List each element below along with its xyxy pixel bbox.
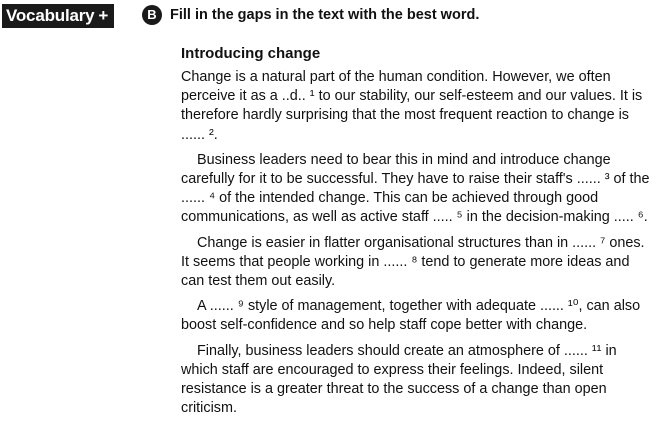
text-line: A ...... ⁹ style of management, together with adequate ...... ¹⁰, can also	[197, 298, 641, 315]
text-line: Finally, business leaders should create an atmosphere of ...... ¹¹ in	[197, 342, 617, 359]
vocabulary-badge	[2, 4, 114, 28]
text-line: ...... ².	[181, 126, 218, 143]
badge-label: Vocabulary	[6, 6, 95, 25]
text-line: boost self-confidence and so help staff cope better with change.	[181, 317, 588, 334]
text-line: resistance is a greater threat to the success of a change than open	[181, 381, 607, 398]
text-line: perceive it as a ..d.. ¹ to our stability, our self-esteem and our values. It is	[181, 88, 643, 105]
text-line: Change is a natural part of the human condition. However, we often	[181, 69, 611, 85]
text-line: ...... ⁴ of the intended change. This can be achieved through good	[181, 190, 599, 207]
exercise-instruction: Fill in the gaps in the text with the best word.	[170, 7, 480, 23]
text-line: therefore hardly surprising that the most frequent reaction to change is	[181, 107, 629, 124]
text-line: Business leaders need to bear this in mind and introduce change	[197, 151, 611, 168]
paragraph-5	[181, 342, 651, 419]
paragraph-3	[181, 234, 651, 292]
text-line: carefully for it to be successful. They have to raise their staff's ...... ³ of the	[181, 171, 650, 188]
paragraph-1	[181, 68, 651, 145]
article	[181, 44, 651, 424]
text-line: communications, as well as active staff ..... ⁵ in the decision-making ..... ⁶.	[181, 209, 648, 226]
article-title: Introducing change	[181, 45, 321, 62]
text-line: It seems that people working in ...... ⁸ tend to generate more ideas and	[181, 253, 630, 270]
text-line: can test them out easily.	[181, 273, 336, 290]
paragraph-4	[181, 297, 651, 335]
plus-icon: +	[98, 6, 109, 25]
text-line: criticism.	[181, 400, 237, 417]
text-line: Change is easier in flatter organisational structures than in ...... ⁷ ones.	[197, 234, 645, 251]
text-line: which staff are encouraged to express their feelings. Indeed, silent	[181, 361, 604, 378]
exercise-letter-badge: B	[142, 5, 162, 25]
paragraph-2	[181, 151, 651, 228]
